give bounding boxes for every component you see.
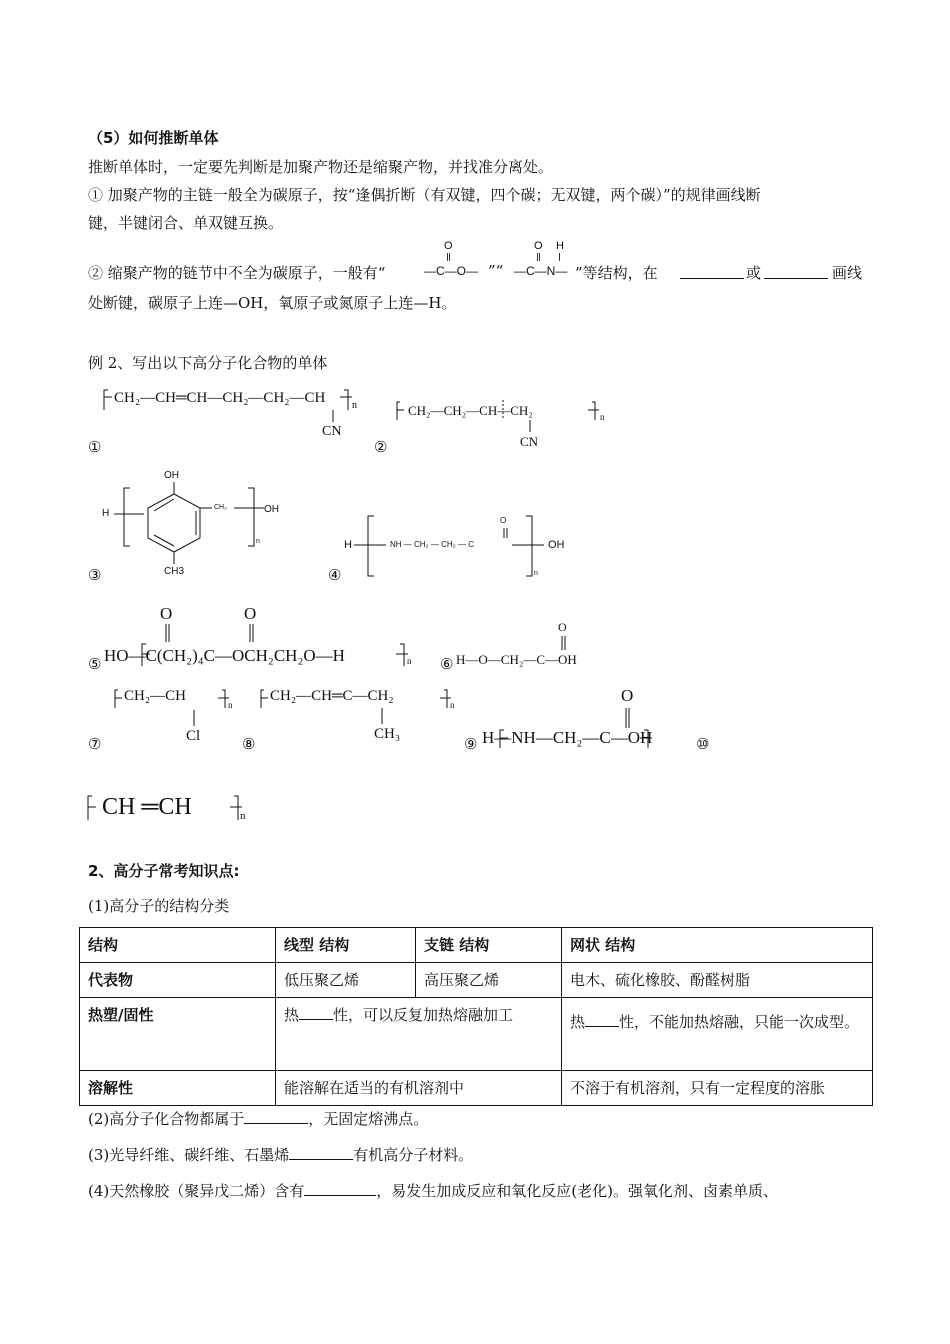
section5-intro: 推断单体时，一定要先判断是加聚产物还是缩聚产物，并找准分离处。 xyxy=(88,158,554,176)
s10-main: CH ═CH xyxy=(102,794,192,820)
s6-main: H—O—CH₂—C—OH xyxy=(456,652,577,667)
s4-oh: OH xyxy=(548,539,565,551)
sub3-b: 有机高分子材料。 xyxy=(353,1146,474,1164)
table-row-solubility xyxy=(80,1071,873,1106)
td-thermo-linear xyxy=(276,998,562,1071)
blank-amide[interactable] xyxy=(764,264,828,279)
structure-8 xyxy=(258,686,458,752)
structure-3 xyxy=(100,468,300,583)
structure-4 xyxy=(340,510,580,582)
section5-item2-line2: 处断键，碳原子上连—OH，氧原子或氮原子上连—H。 xyxy=(88,294,457,312)
label-5: ⑤ xyxy=(88,655,102,673)
label-9: ⑨ xyxy=(464,735,478,753)
s4-chain: NH — CH₂ — CH₂ — C xyxy=(390,540,474,549)
section2-sub3 xyxy=(88,1144,473,1166)
item2-end: 画线 xyxy=(832,264,863,282)
s8-sub: CH₃ xyxy=(374,726,401,742)
thermo-net-a: 热 xyxy=(570,1013,586,1031)
section5-item2-line1 xyxy=(88,236,878,286)
table-row-thermo xyxy=(80,998,873,1071)
s3-oh: OH xyxy=(264,504,279,515)
blank-double-bond[interactable] xyxy=(304,1181,376,1196)
sub3-a: (3)光导纤维、碳纤维、石墨烯 xyxy=(88,1146,290,1164)
blank-ester[interactable] xyxy=(680,264,744,279)
s5-n: n xyxy=(407,656,412,666)
label-10: ⑩ xyxy=(696,735,710,753)
s2-n: n xyxy=(600,412,605,422)
label-6: ⑥ xyxy=(440,655,454,673)
s3-h: H xyxy=(102,508,110,519)
s8-chain: CH₂—CH═C—CH₂ xyxy=(270,688,394,704)
s9-main: H—NH—CH₂—C—OH xyxy=(482,728,653,747)
blank-not[interactable] xyxy=(289,1145,353,1160)
amide-group: —C—N— xyxy=(514,264,568,278)
s3-ch2: CH₂ xyxy=(214,504,227,511)
label-2: ② xyxy=(374,438,388,456)
blank-thermoplastic[interactable] xyxy=(299,1005,333,1020)
s5-main: HO—C(CH₂)₄C—OCH₂CH₂O—H xyxy=(104,646,345,665)
structure-10 xyxy=(84,790,264,830)
thermo-linear-b: 性，可以反复加热熔融加工 xyxy=(333,1006,514,1024)
s3-n: n xyxy=(256,538,260,545)
ester-double-bond-2 xyxy=(449,253,451,261)
structure-6 xyxy=(456,620,616,672)
td-sol-network: 不溶于有机溶剂，只有一定程度的溶胀 xyxy=(562,1071,873,1106)
structure-1 xyxy=(100,386,370,446)
amide-h: H xyxy=(556,240,564,252)
td-thermo-label: 热塑/固性 xyxy=(80,998,276,1071)
label-8: ⑧ xyxy=(242,735,256,753)
amide-nh-bond xyxy=(559,253,561,261)
sub4-b: ，易发生加成反应和氧化反应(老化)。强氧化剂、卤素单质、 xyxy=(376,1182,778,1200)
sub2-a: (2)高分子化合物都属于 xyxy=(88,1110,245,1128)
example2-title: 例 2、写出以下高分子化合物的单体 xyxy=(88,354,328,372)
label-4: ④ xyxy=(328,566,342,584)
s4-h: H xyxy=(344,539,352,551)
th-structure: 结构 xyxy=(80,928,276,963)
section2-sub4 xyxy=(88,1180,778,1202)
amide-carbonyl-o: O xyxy=(534,240,543,252)
section2-sub2 xyxy=(88,1108,428,1130)
item2-mid2: ”等结构，在 xyxy=(575,264,658,282)
s7-sub: Cl xyxy=(186,728,201,744)
section5-item1-line1: ① 加聚产物的主链一般全为碳原子，按“逢偶折断（有双键，四个碳；无双键，两个碳）”的规律画线断 xyxy=(88,186,761,204)
s1-n: n xyxy=(352,400,357,411)
section2-heading: 2、高分子常考知识点: xyxy=(88,862,240,880)
td-rep-label: 代表物 xyxy=(80,963,276,998)
s3-ch3: CH3 xyxy=(164,566,185,577)
thermo-linear-a: 热 xyxy=(284,1006,300,1024)
item2-mid1: ”“ xyxy=(488,262,504,280)
s10-n: n xyxy=(240,810,246,822)
ester-group: —C—O— xyxy=(424,264,478,278)
structure-2 xyxy=(394,398,614,454)
label-3: ③ xyxy=(88,566,102,584)
sub2-b: ，无固定熔沸点。 xyxy=(308,1110,429,1128)
s4-o: O xyxy=(500,516,507,525)
section5-item1-line2: 键，半键闭合、单双键互换。 xyxy=(88,214,284,232)
td-rep-branched: 高压聚乙烯 xyxy=(416,963,562,998)
th-linear: 线型 结构 xyxy=(276,928,416,963)
td-rep-linear: 低压聚乙烯 xyxy=(276,963,416,998)
s5-o2: O xyxy=(244,604,257,623)
blank-mixture[interactable] xyxy=(244,1109,308,1124)
s2-sub: CN xyxy=(520,434,539,449)
label-7: ⑦ xyxy=(88,735,102,753)
s5-o1: O xyxy=(160,604,173,623)
s9-o: O xyxy=(621,686,634,705)
structure-9 xyxy=(478,686,698,752)
s6-o: O xyxy=(558,620,567,634)
structure-table xyxy=(79,927,873,1106)
blank-thermoset[interactable] xyxy=(585,1012,619,1027)
s7-n: n xyxy=(228,700,233,710)
th-network: 网状 结构 xyxy=(562,928,873,963)
item2-prefix: ② 缩聚产物的链节中不全为碳原子，一般有“ xyxy=(88,264,386,282)
ester-carbonyl-o: O xyxy=(444,240,453,252)
s4-n: n xyxy=(534,570,538,577)
th-branched: 支链 结构 xyxy=(416,928,562,963)
sub4-a: (4)天然橡胶（聚异戊二烯）含有 xyxy=(88,1182,305,1200)
structure-5 xyxy=(104,602,434,672)
s8-n: n xyxy=(450,700,455,710)
item2-or: 或 xyxy=(746,264,762,282)
td-sol-label: 溶解性 xyxy=(80,1071,276,1106)
s7-chain: CH₂—CH xyxy=(124,688,186,704)
label-1: ① xyxy=(88,438,102,456)
s1-sub: CN xyxy=(322,424,342,439)
structure-7 xyxy=(112,686,242,752)
table-header-row xyxy=(80,928,873,963)
section5-heading: （5）如何推断单体 xyxy=(88,129,219,147)
amide-double-bond-2 xyxy=(539,253,541,261)
thermo-net-b: 性，不能加热熔融，只能一次成型。 xyxy=(619,1013,860,1031)
table-row-representative xyxy=(80,963,873,998)
td-sol-linear: 能溶解在适当的有机溶剂中 xyxy=(276,1071,562,1106)
td-thermo-network xyxy=(562,998,873,1071)
structure-3-drawing xyxy=(100,468,300,583)
s2-chain: CH₂—CH₂—CH—CH₂ xyxy=(408,403,533,418)
s1-chain: CH₂—CH═CH—CH₂—CH₂—CH xyxy=(114,390,326,406)
td-rep-network: 电木、硫化橡胶、酚醛树脂 xyxy=(562,963,873,998)
section2-sub1: (1)高分子的结构分类 xyxy=(88,897,230,915)
s3-top-oh: OH xyxy=(164,470,179,481)
